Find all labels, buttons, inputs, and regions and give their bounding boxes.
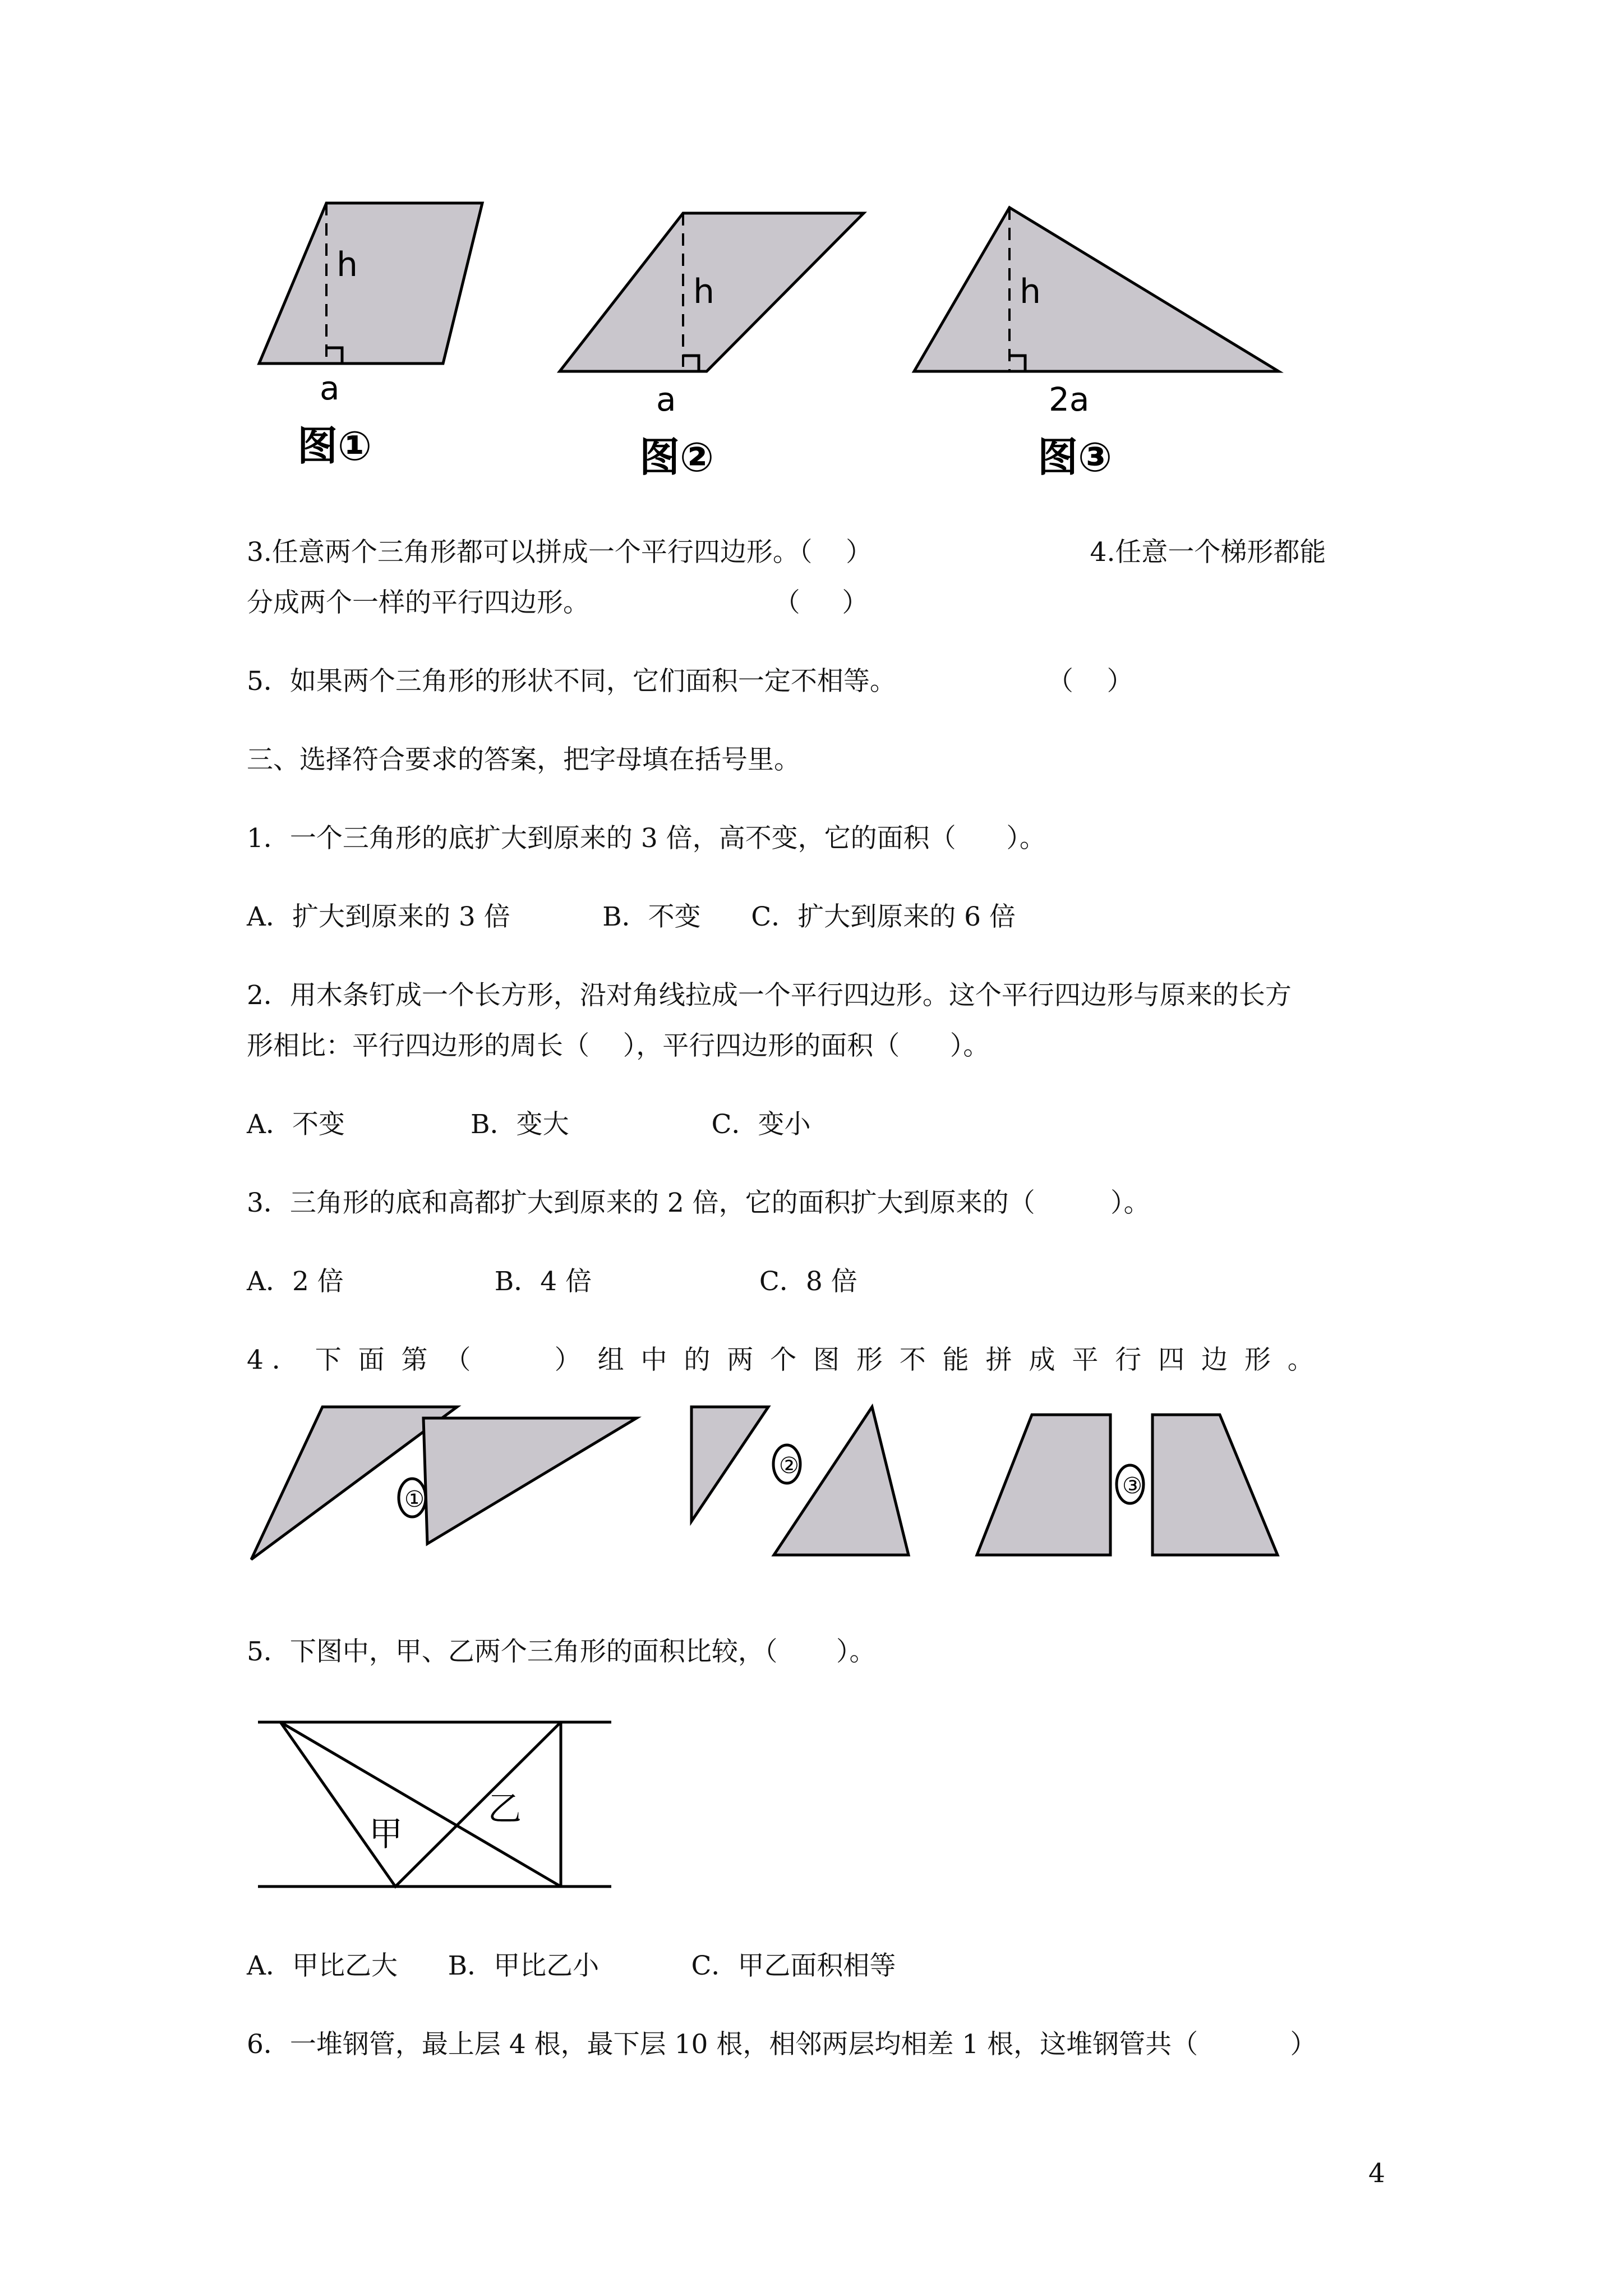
question-1-options: A．扩大到原来的 3 倍 B．不变 C．扩大到原来的 6 倍 [247, 901, 1016, 932]
question-3: 3．三角形的底和高都扩大到原来的 2 倍，它的面积扩大到原来的（ ）。 [247, 1188, 1150, 1218]
question-line: 3.任意两个三角形都可以拼成一个平行四边形。（ ） 4.任意一个梯形都能 [247, 537, 1326, 568]
pair-1-label: ① [404, 1487, 425, 1512]
pair-1-triangle-b [423, 1418, 637, 1544]
figure-3-base-label: 2a [1049, 380, 1090, 418]
page-number: 4 [1368, 2158, 1385, 2189]
pair-3-label: ③ [1122, 1473, 1142, 1499]
question-line: 5．如果两个三角形的形状不同，它们面积一定不相等。 （ ） [247, 666, 1133, 697]
pair-2-label: ② [779, 1453, 799, 1479]
shape-pairs-figure [247, 1402, 1312, 1571]
figure-3-height-label: h [1020, 272, 1041, 311]
figure-1-height-label: h [336, 245, 358, 284]
question-2-line-2: 形相比：平行四边形的周长（ ），平行四边形的面积（ ）。 [247, 1030, 990, 1061]
figure-2-caption: 图② [639, 434, 714, 481]
figure-1-caption: 图① [297, 422, 372, 470]
question-5-options: A．甲比乙大 B．甲比乙小 C．甲乙面积相等 [247, 1950, 896, 1981]
figure-2-height-label: h [693, 272, 715, 311]
figure-2-base-label: a [656, 380, 676, 418]
question-line: 分成两个一样的平行四边形。 （ ） [247, 587, 869, 618]
figure-3-caption: 图③ [1038, 434, 1112, 481]
area-figures-1 [247, 191, 1312, 505]
question-4: 4 ． 下 面 第 （ ） 组 中 的 两 个 图 形 不 能 拼 成 平 行 四 边 形 。 [247, 1345, 1314, 1375]
pair-2-triangle-a [691, 1407, 768, 1521]
figure-3-triangle [914, 208, 1279, 371]
label-jia: 甲 [369, 1815, 403, 1854]
section-title: 三、选择符合要求的答案，把字母填在括号里。 [247, 744, 800, 775]
question-3-options: A．2 倍 B．4 倍 C．8 倍 [247, 1266, 857, 1297]
figure-1-parallelogram [259, 203, 482, 364]
jia-yi-figure [247, 1711, 639, 1902]
figure-1-base-label: a [320, 369, 340, 407]
question-5: 5．下图中，甲、乙两个三角形的面积比较，（ ）。 [247, 1636, 876, 1667]
question-2-options: A．不变 B．变大 C．变小 [247, 1109, 811, 1140]
question-2-line-1: 2．用木条钉成一个长方形，沿对角线拉成一个平行四边形。这个平行四边形与原来的长方 [247, 980, 1292, 1011]
pair-3-trapezoid-b [1152, 1415, 1278, 1555]
question-6: 6．一堆钢管，最上层 4 根，最下层 10 根，相邻两层均相差 1 根，这堆钢管共（ ） [247, 2029, 1317, 2060]
label-yi: 乙 [488, 1789, 522, 1829]
pair-3-trapezoid-a [977, 1415, 1110, 1555]
question-1: 1．一个三角形的底扩大到原来的 3 倍，高不变，它的面积（ ）。 [247, 823, 1046, 854]
